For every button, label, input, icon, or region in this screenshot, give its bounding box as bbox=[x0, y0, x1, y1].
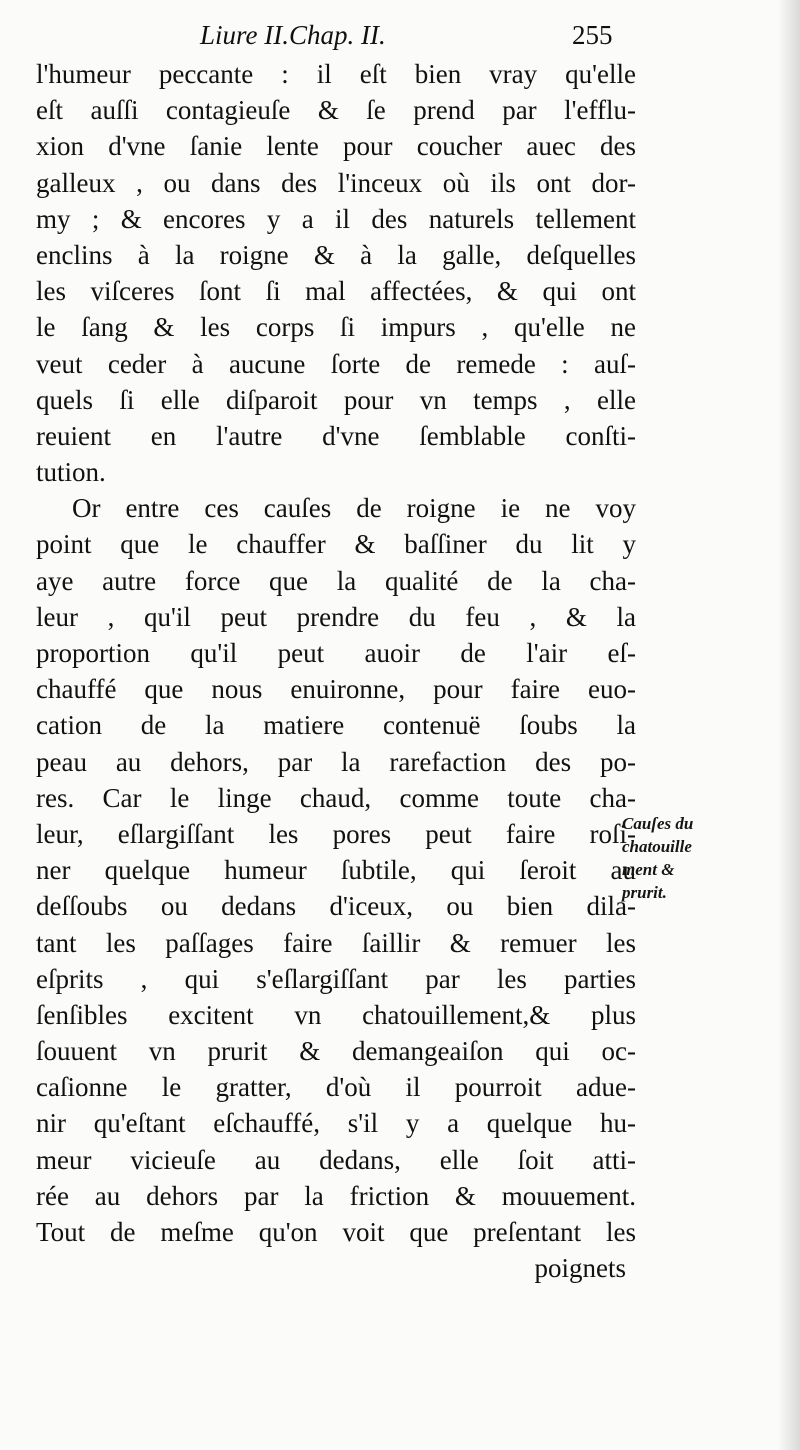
text-line: leur , qu'il peut prendre du feu , & la bbox=[36, 601, 636, 632]
text-line: galleux , ou dans des l'inceux où ils ont dor- bbox=[36, 167, 636, 198]
text-line: chauffé que nous enuironne, pour faire euo- bbox=[36, 674, 636, 705]
text-line: reuient en l'autre d'vne ſemblable conſti- bbox=[36, 420, 636, 451]
text-line: ner quelque humeur ſubtile, qui ſeroit au bbox=[36, 855, 636, 886]
text-line: tution. bbox=[36, 457, 106, 488]
marginal-note-line: ment & bbox=[622, 860, 675, 879]
text-line: meur vicieuſe au dedans, elle ſoit atti- bbox=[36, 1144, 636, 1175]
text-line: veut ceder à aucune ſorte de remede : auſ- bbox=[36, 348, 636, 379]
text-line: eſprits , qui s'eſlargiſſant par les parties bbox=[36, 963, 636, 994]
text-line: my ; & encores y a il des naturels tellement bbox=[36, 203, 636, 234]
text-line: proportion qu'il peut auoir de l'air eſ- bbox=[36, 638, 636, 668]
body-text bbox=[36, 56, 636, 1286]
text-line: nir qu'eſtant eſchauffé, s'il y a quelque hu- bbox=[36, 1108, 636, 1139]
marginal-note-line: Cauſes du bbox=[622, 814, 694, 833]
running-title: Liure II.Chap. II. bbox=[200, 20, 386, 50]
text-line: ſouuent vn prurit & demangeaiſon qui oc- bbox=[36, 1036, 636, 1067]
page-gutter-shadow bbox=[778, 0, 800, 1450]
text-line: les viſceres ſont ſi mal affectées, & qui ont bbox=[36, 276, 636, 307]
text-line: rée au dehors par la friction & mouuement. bbox=[36, 1180, 636, 1211]
text-line: xion d'vne ſanie lente pour coucher auec des bbox=[36, 131, 636, 162]
marginal-note bbox=[622, 812, 787, 904]
text-line: peau au dehors, par la rarefaction des po- bbox=[36, 746, 636, 777]
text-line: leur, eſlargiſſant les pores peut faire roſi- bbox=[36, 818, 636, 849]
text-line: point que le chauffer & baſſiner du lit y bbox=[36, 529, 636, 560]
paragraph-first-line: Or entre ces cauſes de roigne ie ne voy bbox=[72, 493, 636, 524]
text-line: quels ſi elle diſparoit pour vn temps , elle bbox=[36, 384, 636, 415]
text-line: eſt auſſi contagieuſe & ſe prend par l'efflu- bbox=[36, 95, 636, 126]
marginal-note-line: prurit. bbox=[622, 883, 667, 902]
text-line: tant les paſſages faire ſaillir & remuer les bbox=[36, 927, 636, 958]
text-line: res. Car le linge chaud, comme toute cha- bbox=[36, 782, 636, 813]
marginal-note-line: chatouille bbox=[622, 837, 692, 856]
text-line: deſſoubs ou dedans d'iceux, ou bien dila- bbox=[36, 891, 636, 922]
text-line: ſenſibles excitent vn chatouillement,& plus bbox=[36, 999, 636, 1030]
text-line: l'humeur peccante : il eſt bien vray qu'elle bbox=[36, 59, 636, 89]
catchword: poignets bbox=[534, 1253, 626, 1284]
page-number: 255 bbox=[572, 20, 613, 50]
text-line: caſionne le gratter, d'où il pourroit adue- bbox=[36, 1072, 636, 1103]
text-line: cation de la matiere contenuë ſoubs la bbox=[36, 710, 636, 741]
text-line: Tout de meſme qu'on voit que preſentant les bbox=[36, 1217, 636, 1247]
text-line: le ſang & les corps ſi impurs , qu'elle ne bbox=[36, 312, 636, 343]
text-line: enclins à la roigne & à la galle, deſquelles bbox=[36, 239, 636, 270]
text-line: aye autre force que la qualité de la cha- bbox=[36, 565, 636, 596]
